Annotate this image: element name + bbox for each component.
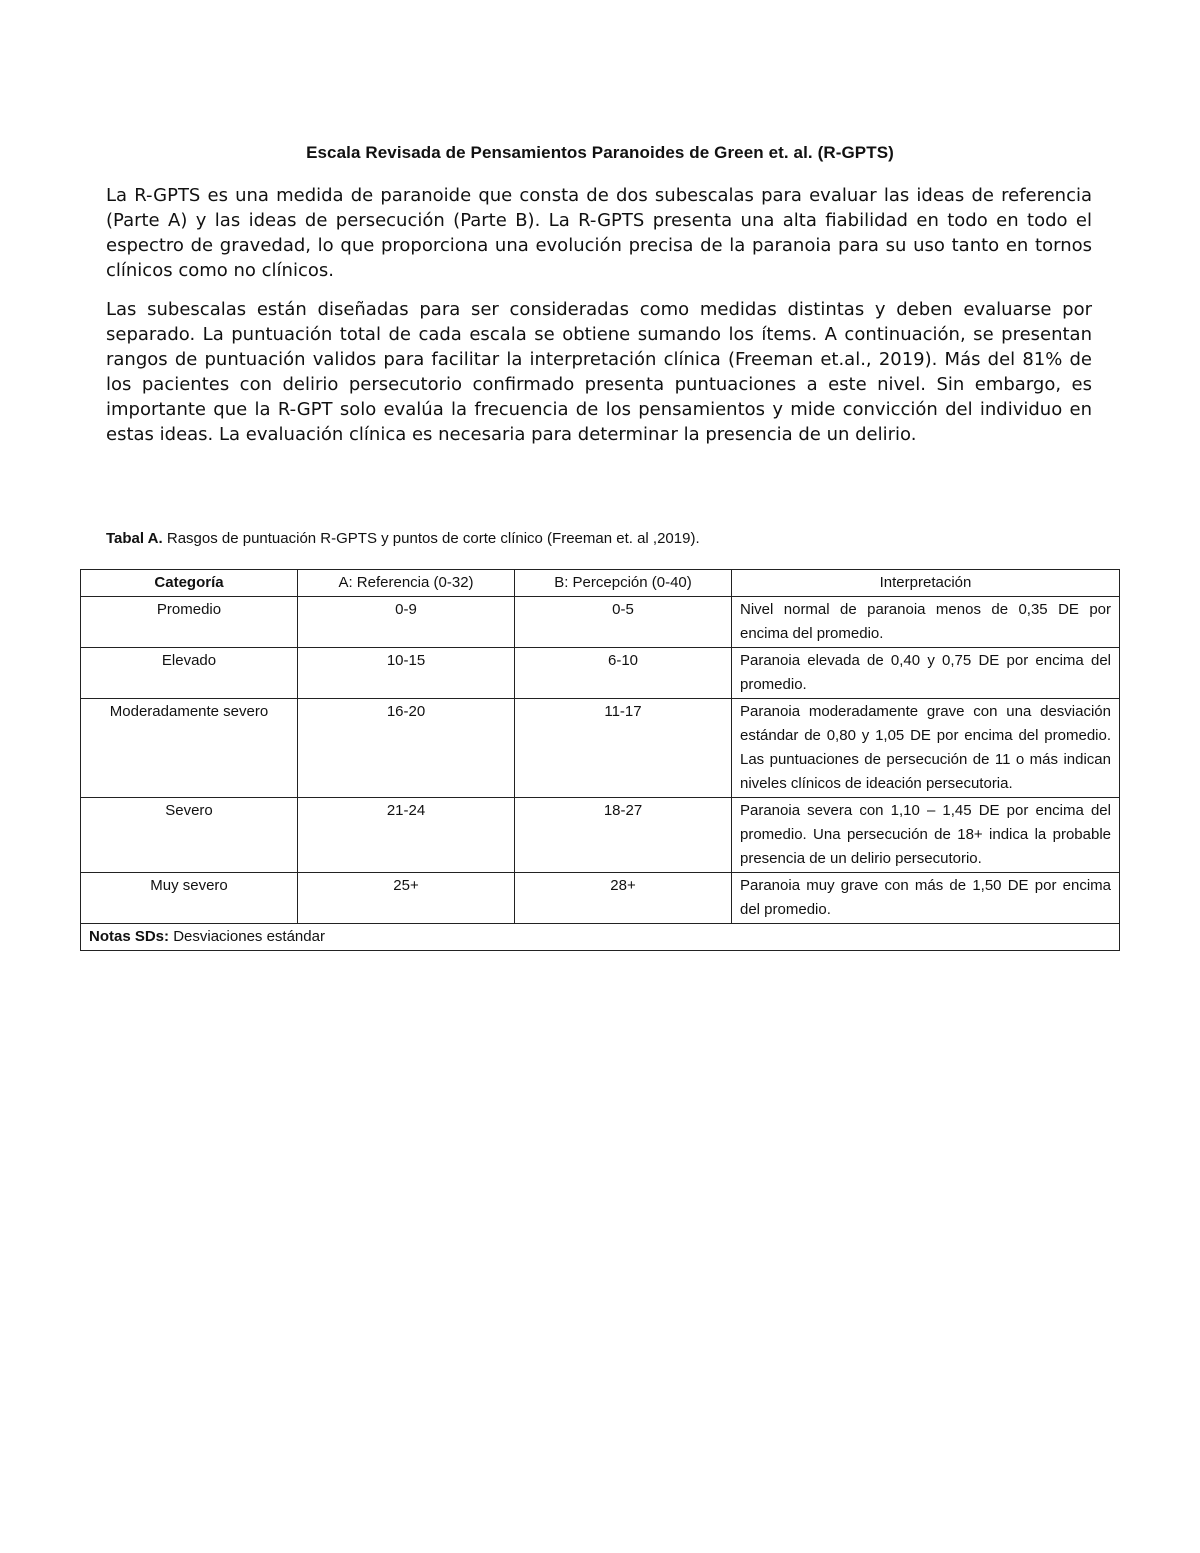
cell-percepcion: 18-27 bbox=[515, 798, 732, 873]
table-row bbox=[81, 873, 1120, 924]
cell-referencia: 10-15 bbox=[298, 648, 515, 699]
cell-interpretacion: Paranoia severa con 1,10 – 1,45 DE por encima del promedio. Una persecución de 18+ indica la probable presencia de un delirio persecutorio. bbox=[732, 798, 1120, 873]
table-caption-text: Rasgos de puntuación R-GPTS y puntos de corte clínico (Freeman et. al ,2019). bbox=[162, 530, 700, 547]
header-percepcion: B: Percepción (0-40) bbox=[515, 570, 732, 597]
cell-interpretacion: Paranoia muy grave con más de 1,50 DE por encima del promedio. bbox=[732, 873, 1120, 924]
table-notes-label: Notas SDs: bbox=[89, 928, 170, 945]
cell-categoria: Severo bbox=[81, 798, 298, 873]
cell-interpretacion: Paranoia elevada de 0,40 y 0,75 DE por encima del promedio. bbox=[732, 648, 1120, 699]
table-caption-label: Tabal A. bbox=[106, 530, 163, 547]
cell-categoria: Elevado bbox=[81, 648, 298, 699]
cell-categoria: Promedio bbox=[81, 597, 298, 648]
cell-categoria: Muy severo bbox=[81, 873, 298, 924]
cell-percepcion: 28+ bbox=[515, 873, 732, 924]
table-caption bbox=[106, 530, 700, 547]
rgpts-score-table bbox=[80, 569, 1120, 951]
cell-interpretacion: Nivel normal de paranoia menos de 0,35 DE por encima del promedio. bbox=[732, 597, 1120, 648]
header-referencia: A: Referencia (0-32) bbox=[298, 570, 515, 597]
cell-referencia: 0-9 bbox=[298, 597, 515, 648]
table-row bbox=[81, 798, 1120, 873]
header-interpretacion: Interpretación bbox=[732, 570, 1120, 597]
cell-percepcion: 11-17 bbox=[515, 699, 732, 798]
table-notes-row bbox=[81, 924, 1120, 951]
document-title: Escala Revisada de Pensamientos Paranoides de Green et. al. (R-GPTS) bbox=[306, 143, 894, 162]
table-row bbox=[81, 597, 1120, 648]
table-notes bbox=[81, 924, 1120, 951]
cell-referencia: 25+ bbox=[298, 873, 515, 924]
cell-categoria: Moderadamente severo bbox=[81, 699, 298, 798]
table-row bbox=[81, 699, 1120, 798]
cell-interpretacion: Paranoia moderadamente grave con una desviación estándar de 0,80 y 1,05 DE por encima del promedio. Las puntuaciones de persecución de 11 o más indican niveles clínicos de ideación persecutoria. bbox=[732, 699, 1120, 798]
table-header-row bbox=[81, 570, 1120, 597]
header-categoria: Categoría bbox=[81, 570, 298, 597]
cell-referencia: 16-20 bbox=[298, 699, 515, 798]
table-row bbox=[81, 648, 1120, 699]
cell-percepcion: 0-5 bbox=[515, 597, 732, 648]
cell-percepcion: 6-10 bbox=[515, 648, 732, 699]
scoring-paragraph: Las subescalas están diseñadas para ser consideradas como medidas distintas y deben evaluarse por separado. La puntuación total de cada escala se obtiene sumando los ítems. A continuación, se presentan rangos de puntuación validos para facilitar la interpretación clínica (Freeman et.al., 2019). Más del 81% de los pacientes con delirio persecutorio confirmado presenta puntuaciones a este nivel. Sin embargo, es importante que la R-GPT solo evalúa la frecuencia de los pensamientos y mide convicción del individuo en estas ideas. La evaluación clínica es necesaria para determinar la presencia de un delirio. bbox=[106, 299, 1092, 445]
intro-paragraph: La R-GPTS es una medida de paranoide que consta de dos subescalas para evaluar las ideas de referencia (Parte A) y las ideas de persecución (Parte B). La R-GPTS presenta una alta fiabilidad en todo en todo el espectro de gravedad, lo que proporciona una evolución precisa de la paranoia para su uso tanto en tornos clínicos como no clínicos. bbox=[106, 185, 1092, 281]
table-notes-text: Desviaciones estándar bbox=[169, 928, 325, 945]
cell-referencia: 21-24 bbox=[298, 798, 515, 873]
